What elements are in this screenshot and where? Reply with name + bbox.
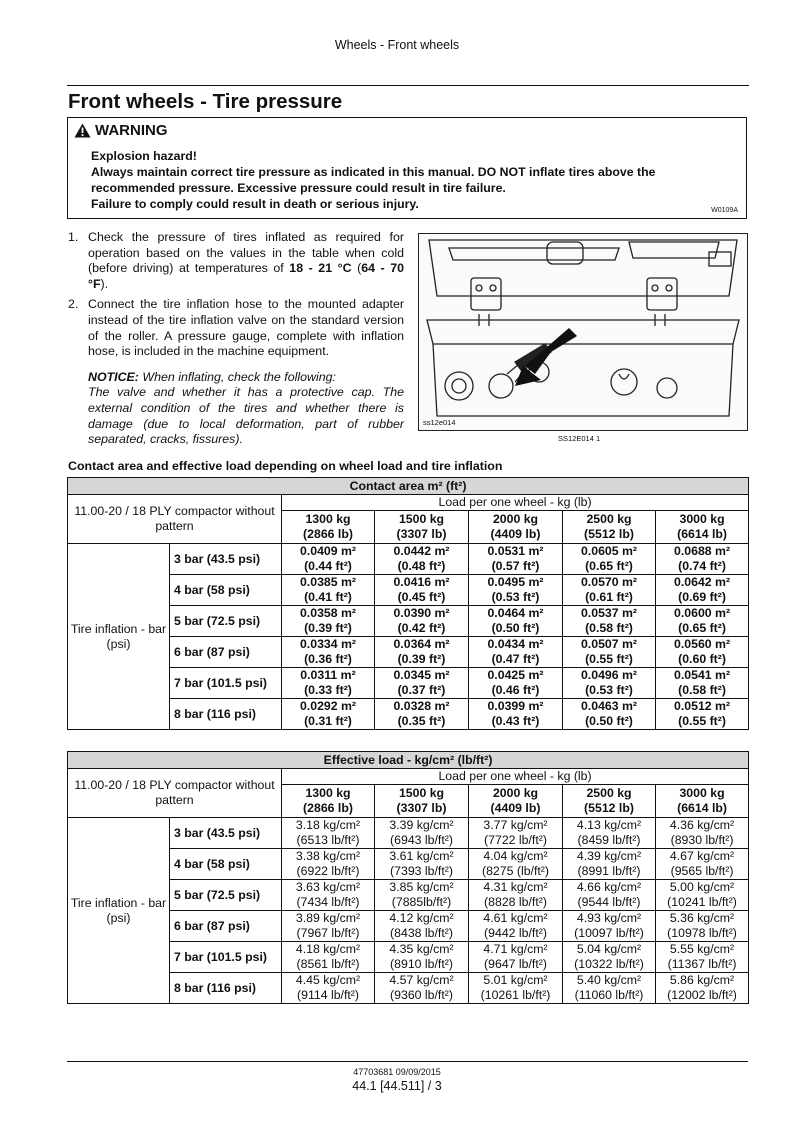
column-header	[282, 785, 375, 818]
table-cell	[282, 880, 375, 911]
cell-metric-value: 0.0292 m²	[299, 699, 357, 713]
cell-imperial-value: (8561 lb/ft²)	[296, 957, 360, 971]
cell-imperial-value: (8275 (lb/ft²)	[482, 864, 549, 878]
table-cell	[282, 699, 375, 730]
inflation-row-label: 5 bar (72.5 psi)	[170, 606, 282, 637]
table-cell	[563, 880, 656, 911]
table-cell	[563, 973, 656, 1004]
cell-metric-value: 4.13 kg/cm²	[576, 818, 642, 832]
table-cell	[469, 942, 563, 973]
warning-line-1: Explosion hazard!	[91, 149, 197, 163]
column-header	[469, 785, 563, 818]
table-row	[68, 942, 749, 973]
inflation-row-label: 4 bar (58 psi)	[170, 849, 282, 880]
footer-document-id: 47703681 09/09/2015	[353, 1067, 441, 1077]
cell-metric-value: 0.0605 m²	[580, 544, 638, 558]
column-header	[563, 785, 656, 818]
cell-imperial-value: (8991 lb/ft²)	[577, 864, 641, 878]
step-number: 1.	[68, 230, 79, 244]
cell-imperial-value: (8930 lb/ft²)	[670, 833, 734, 847]
notice	[88, 370, 404, 448]
tire-inflation-label: Tire inflation - bar (psi)	[68, 544, 170, 730]
table-cell	[656, 942, 749, 973]
table-cell	[375, 849, 469, 880]
table-section-title: Contact area and effective load depending on wheel load and tire inflation	[68, 459, 503, 473]
cell-metric-value: 0.0390 m²	[393, 606, 450, 620]
table-cell	[469, 544, 563, 575]
column-header	[656, 785, 749, 818]
notice-line-2: The valve and whether it has a protective cap. The external condition of the tires and whether there is damage (due to local deformation, part of rubber separated, cracks, fissures).	[88, 385, 404, 447]
cell-metric-value: 3.61 kg/cm²	[389, 849, 454, 863]
column-lb: (5512 lb)	[584, 527, 634, 541]
cell-metric-value: 0.0409 m²	[299, 544, 357, 558]
cell-imperial-value: (7393 lb/ft²)	[390, 864, 453, 878]
table-cell	[563, 544, 656, 575]
procedure-steps	[68, 230, 404, 448]
cell-metric-value: 0.0328 m²	[393, 699, 450, 713]
column-header	[282, 511, 375, 544]
column-kg: 1500 kg	[398, 786, 445, 800]
cell-metric-value: 3.39 kg/cm²	[389, 818, 454, 832]
table-cell	[563, 849, 656, 880]
cell-imperial-value: (0.39 ft²)	[304, 621, 352, 635]
cell-imperial-value: (9114 lb/ft²)	[297, 988, 359, 1002]
cell-imperial-value: (0.35 ft²)	[397, 714, 446, 728]
cell-imperial-value: (9565 lb/ft²)	[670, 864, 734, 878]
footer-page-reference: 44.1 [44.511] / 3	[352, 1079, 442, 1093]
inflation-row-label: 6 bar (87 psi)	[170, 911, 282, 942]
cell-metric-value: 0.0358 m²	[299, 606, 357, 620]
cell-metric-value: 5.04 kg/cm²	[576, 942, 642, 956]
column-kg: 3000 kg	[679, 512, 725, 526]
contact-area-table	[67, 477, 749, 730]
machine-drawing	[419, 234, 747, 430]
cell-imperial-value: (0.57 ft²)	[491, 559, 540, 573]
inflation-row-label: 3 bar (43.5 psi)	[170, 544, 282, 575]
table-row	[68, 880, 749, 911]
table-row	[68, 973, 749, 1004]
table-cell	[282, 849, 375, 880]
table-cell	[375, 606, 469, 637]
table-cell	[563, 575, 656, 606]
warning-line-3: Failure to comply could result in death or serious injury.	[91, 197, 419, 211]
column-lb: (6614 lb)	[677, 527, 727, 541]
temp-fahrenheit: 64 - 70 °F	[88, 261, 405, 291]
step-1	[68, 230, 404, 292]
table-cell	[282, 575, 375, 606]
warning-line-2: Always maintain correct tire pressure as indicated in this manual. DO NOT inflate tires above the recommended pressure. Excessive pressure could result in tire failure.	[91, 165, 656, 195]
cell-metric-value: 5.36 kg/cm²	[669, 911, 735, 925]
table-cell	[469, 818, 563, 849]
cell-metric-value: 0.0385 m²	[299, 575, 357, 589]
cell-imperial-value: (0.33 ft²)	[304, 683, 352, 697]
column-lb: (2866 lb)	[303, 801, 353, 815]
warning-triangle-icon	[74, 123, 91, 138]
column-lb: (4409 lb)	[490, 527, 541, 541]
table-cell	[656, 911, 749, 942]
table-cell	[282, 818, 375, 849]
table-cell	[563, 668, 656, 699]
table-corner-label: 11.00-20 / 18 PLY compactor without pattern	[68, 769, 282, 818]
cell-metric-value: 5.40 kg/cm²	[576, 973, 642, 987]
table-cell	[375, 699, 469, 730]
inflation-row-label: 4 bar (58 psi)	[170, 575, 282, 606]
table-cell	[656, 699, 749, 730]
cell-imperial-value: (0.47 ft²)	[491, 652, 540, 666]
cell-metric-value: 0.0512 m²	[674, 699, 731, 713]
cell-imperial-value: (0.37 ft²)	[397, 683, 446, 697]
table-band-title: Effective load - kg/cm² (lb/ft²)	[68, 752, 749, 769]
inflation-row-label: 7 bar (101.5 psi)	[170, 668, 282, 699]
column-header	[469, 511, 563, 544]
table-cell	[469, 606, 563, 637]
column-kg: 1300 kg	[305, 512, 351, 526]
cell-imperial-value: (9647 lb/ft²)	[484, 957, 547, 971]
table-cell	[563, 942, 656, 973]
step-text-part: ).	[100, 276, 109, 291]
step-text-part: Check the pressure of tires inflated as required for operation based on the values in the table when cold (before driving) at temperatures of	[88, 230, 404, 276]
table-cell	[656, 880, 749, 911]
cell-imperial-value: (7722 lb/ft²)	[484, 833, 547, 847]
step-text	[88, 230, 404, 292]
column-header	[656, 511, 749, 544]
cell-metric-value: 0.0399 m²	[487, 699, 544, 713]
cell-imperial-value: (7434 lb/ft²)	[296, 895, 360, 909]
cell-metric-value: 0.0531 m²	[487, 544, 544, 558]
cell-imperial-value: (0.58 ft²)	[678, 683, 726, 697]
cell-metric-value: 0.0311 m²	[300, 668, 356, 682]
title-rule	[67, 85, 749, 86]
table-cell	[375, 668, 469, 699]
cell-imperial-value: (10097 lb/ft²)	[574, 926, 644, 940]
cell-imperial-value: (6943 lb/ft²)	[390, 833, 453, 847]
footer-rule	[67, 1061, 748, 1062]
figure-inner-label: ss12e014	[423, 418, 456, 427]
table-cell	[282, 606, 375, 637]
cell-imperial-value: (0.53 ft²)	[491, 590, 540, 604]
cell-imperial-value: (7885lb/ft²)	[391, 895, 452, 909]
cell-imperial-value: (0.46 ft²)	[491, 683, 540, 697]
table-cell	[282, 637, 375, 668]
column-lb: (3307 lb)	[396, 801, 447, 815]
cell-metric-value: 0.0345 m²	[393, 668, 450, 682]
table-corner-label: 11.00-20 / 18 PLY compactor without pattern	[68, 495, 282, 544]
column-kg: 2500 kg	[586, 786, 632, 800]
cell-metric-value: 4.93 kg/cm²	[576, 911, 642, 925]
step-number: 2.	[68, 297, 79, 312]
cell-imperial-value: (0.50 ft²)	[491, 621, 540, 635]
cell-imperial-value: (0.44 ft²)	[304, 559, 352, 573]
cell-metric-value: 4.31 kg/cm²	[483, 880, 548, 894]
figure-caption: SS12E014 1	[558, 434, 601, 443]
cell-imperial-value: (6513 lb/ft²)	[296, 833, 360, 847]
column-lb: (4409 lb)	[490, 801, 541, 815]
load-header: Load per one wheel - kg (lb)	[282, 495, 749, 511]
cell-metric-value: 0.0570 m²	[580, 575, 638, 589]
cell-imperial-value: (0.48 ft²)	[397, 559, 446, 573]
cell-metric-value: 3.63 kg/cm²	[295, 880, 361, 894]
cell-metric-value: 0.0537 m²	[580, 606, 638, 620]
notice-label: NOTICE:	[88, 369, 139, 384]
cell-imperial-value: (12002 lb/ft²)	[667, 988, 737, 1002]
cell-metric-value: 3.85 kg/cm²	[389, 880, 454, 894]
cell-metric-value: 4.57 kg/cm²	[389, 973, 454, 987]
cell-imperial-value: (8459 lb/ft²)	[577, 833, 641, 847]
cell-imperial-value: (0.74 ft²)	[678, 559, 726, 573]
cell-imperial-value: (0.65 ft²)	[585, 559, 633, 573]
cell-imperial-value: (0.55 ft²)	[585, 652, 633, 666]
cell-imperial-value: (0.55 ft²)	[678, 714, 726, 728]
cell-imperial-value: (9442 lb/ft²)	[484, 926, 547, 940]
cell-metric-value: 4.39 kg/cm²	[576, 849, 642, 863]
cell-metric-value: 5.86 kg/cm²	[669, 973, 735, 987]
cell-metric-value: 4.67 kg/cm²	[669, 849, 735, 863]
table-cell	[282, 911, 375, 942]
column-header	[563, 511, 656, 544]
cell-metric-value: 4.12 kg/cm²	[389, 911, 454, 925]
cell-metric-value: 0.0496 m²	[580, 668, 638, 682]
table-cell	[469, 849, 563, 880]
cell-imperial-value: (0.43 ft²)	[491, 714, 540, 728]
table-cell	[375, 942, 469, 973]
cell-metric-value: 4.36 kg/cm²	[669, 818, 735, 832]
cell-metric-value: 4.71 kg/cm²	[483, 942, 548, 956]
cell-metric-value: 4.04 kg/cm²	[483, 849, 548, 863]
table-cell	[469, 637, 563, 668]
table-cell	[656, 544, 749, 575]
cell-imperial-value: (0.58 ft²)	[585, 621, 633, 635]
cell-metric-value: 5.00 kg/cm²	[669, 880, 735, 894]
column-kg: 1300 kg	[305, 786, 351, 800]
cell-metric-value: 0.0416 m²	[393, 575, 450, 589]
table-cell	[375, 544, 469, 575]
cell-imperial-value: (11060 lb/ft²)	[574, 988, 644, 1002]
step-text-part: (	[351, 261, 362, 276]
column-kg: 2000 kg	[492, 512, 539, 526]
notice-line-1: When inflating, check the following:	[138, 369, 336, 384]
cell-metric-value: 4.61 kg/cm²	[483, 911, 548, 925]
cell-metric-value: 0.0425 m²	[487, 668, 544, 682]
cell-metric-value: 0.0364 m²	[393, 637, 450, 651]
load-header: Load per one wheel - kg (lb)	[282, 769, 749, 785]
cell-imperial-value: (9360 lb/ft²)	[390, 988, 453, 1002]
cell-imperial-value: (0.60 ft²)	[678, 652, 726, 666]
cell-metric-value: 4.18 kg/cm²	[295, 942, 361, 956]
cell-imperial-value: (7967 lb/ft²)	[296, 926, 360, 940]
column-lb: (3307 lb)	[396, 527, 447, 541]
cell-metric-value: 0.0541 m²	[674, 668, 731, 682]
inflation-row-label: 6 bar (87 psi)	[170, 637, 282, 668]
table-cell	[282, 942, 375, 973]
cell-imperial-value: (0.41 ft²)	[304, 590, 352, 604]
column-header	[375, 511, 469, 544]
step-2	[68, 297, 404, 359]
table-cell	[656, 637, 749, 668]
table-row	[68, 606, 749, 637]
column-lb: (6614 lb)	[677, 801, 727, 815]
table-cell	[563, 637, 656, 668]
cell-metric-value: 3.89 kg/cm²	[295, 911, 361, 925]
table-cell	[469, 973, 563, 1004]
table-cell	[563, 699, 656, 730]
column-lb: (2866 lb)	[303, 527, 353, 541]
cell-metric-value: 4.35 kg/cm²	[389, 942, 454, 956]
warning-box	[67, 117, 747, 219]
warning-code: W0109A	[711, 207, 738, 214]
inflation-row-label: 5 bar (72.5 psi)	[170, 880, 282, 911]
cell-metric-value: 0.0463 m²	[580, 699, 638, 713]
column-header	[375, 785, 469, 818]
cell-imperial-value: (10241 lb/ft²)	[667, 895, 737, 909]
cell-imperial-value: (0.65 ft²)	[678, 621, 726, 635]
cell-imperial-value: (0.31 ft²)	[304, 714, 352, 728]
table-cell	[375, 818, 469, 849]
table-cell	[563, 818, 656, 849]
cell-imperial-value: (10978 lb/ft²)	[667, 926, 737, 940]
column-kg: 1500 kg	[398, 512, 445, 526]
cell-imperial-value: (11367 lb/ft²)	[667, 957, 737, 971]
cell-imperial-value: (0.36 ft²)	[304, 652, 352, 666]
cell-metric-value: 4.45 kg/cm²	[295, 973, 361, 987]
step-text: Connect the tire inflation hose to the mounted adapter instead of the tire inflation valve on the standard version of the roller. A pressure gauge, complete with inflation hose, is included in the machine equipment.	[88, 297, 404, 359]
running-header: Wheels - Front wheels	[334, 38, 460, 52]
table-cell	[469, 699, 563, 730]
table-row	[68, 849, 749, 880]
cell-imperial-value: (9544 lb/ft²)	[577, 895, 641, 909]
cell-metric-value: 0.0688 m²	[674, 544, 731, 558]
column-lb: (5512 lb)	[584, 801, 634, 815]
temp-celsius: 18 - 21 °C	[289, 261, 352, 276]
warning-label: WARNING	[95, 122, 168, 139]
table-row	[68, 668, 749, 699]
warning-heading	[74, 122, 168, 139]
table-cell	[375, 973, 469, 1004]
table-cell	[282, 973, 375, 1004]
table-cell	[656, 849, 749, 880]
cell-imperial-value: (8910 lb/ft²)	[390, 957, 453, 971]
cell-metric-value: 0.0464 m²	[487, 606, 544, 620]
cell-imperial-value: (10261 lb/ft²)	[480, 988, 551, 1002]
table-cell	[375, 637, 469, 668]
cell-metric-value: 5.01 kg/cm²	[483, 973, 548, 987]
table-cell	[656, 668, 749, 699]
cell-metric-value: 0.0642 m²	[674, 575, 731, 589]
table-cell	[563, 911, 656, 942]
table-row	[68, 575, 749, 606]
table-cell	[469, 911, 563, 942]
table-row	[68, 818, 749, 849]
table-cell	[563, 606, 656, 637]
table-cell	[469, 668, 563, 699]
inflation-row-label: 8 bar (116 psi)	[170, 699, 282, 730]
table-cell	[375, 880, 469, 911]
cell-metric-value: 0.0434 m²	[487, 637, 544, 651]
adapter-illustration	[418, 233, 748, 431]
cell-metric-value: 3.77 kg/cm²	[483, 818, 548, 832]
cell-imperial-value: (0.50 ft²)	[585, 714, 633, 728]
cell-metric-value: 0.0334 m²	[299, 637, 357, 651]
cell-metric-value: 0.0560 m²	[674, 637, 731, 651]
cell-imperial-value: (0.69 ft²)	[678, 590, 726, 604]
cell-imperial-value: (0.53 ft²)	[585, 683, 633, 697]
cell-metric-value: 3.18 kg/cm²	[295, 818, 361, 832]
table-cell	[375, 575, 469, 606]
column-kg: 3000 kg	[679, 786, 725, 800]
cell-imperial-value: (6922 lb/ft²)	[296, 864, 360, 878]
table-band-title: Contact area m² (ft²)	[68, 478, 749, 495]
table-row	[68, 637, 749, 668]
inflation-row-label: 3 bar (43.5 psi)	[170, 818, 282, 849]
cell-metric-value: 0.0495 m²	[487, 575, 544, 589]
table-cell	[656, 818, 749, 849]
cell-imperial-value: (0.45 ft²)	[397, 590, 446, 604]
inflation-row-label: 8 bar (116 psi)	[170, 973, 282, 1004]
cell-metric-value: 0.0600 m²	[674, 606, 731, 620]
table-row	[68, 911, 749, 942]
cell-imperial-value: (0.61 ft²)	[585, 590, 633, 604]
column-kg: 2500 kg	[586, 512, 632, 526]
effective-load-table	[67, 751, 749, 1004]
cell-metric-value: 0.0442 m²	[393, 544, 450, 558]
cell-imperial-value: (0.42 ft²)	[397, 621, 446, 635]
table-cell	[656, 575, 749, 606]
table-cell	[282, 544, 375, 575]
inflation-row-label: 7 bar (101.5 psi)	[170, 942, 282, 973]
tire-inflation-label: Tire inflation - bar (psi)	[68, 818, 170, 1004]
cell-imperial-value: (8438 lb/ft²)	[390, 926, 453, 940]
cell-metric-value: 5.55 kg/cm²	[669, 942, 735, 956]
warning-body	[91, 148, 728, 212]
table-row	[68, 544, 749, 575]
column-kg: 2000 kg	[492, 786, 539, 800]
table-cell	[282, 668, 375, 699]
cell-metric-value: 3.38 kg/cm²	[295, 849, 361, 863]
table-cell	[656, 606, 749, 637]
cell-metric-value: 4.66 kg/cm²	[576, 880, 642, 894]
cell-imperial-value: (0.39 ft²)	[397, 652, 446, 666]
table-cell	[469, 575, 563, 606]
cell-metric-value: 0.0507 m²	[580, 637, 638, 651]
table-cell	[375, 911, 469, 942]
table-cell	[469, 880, 563, 911]
table-row	[68, 699, 749, 730]
cell-imperial-value: (8828 lb/ft²)	[484, 895, 547, 909]
table-cell	[656, 973, 749, 1004]
cell-imperial-value: (10322 lb/ft²)	[574, 957, 644, 971]
page-title: Front wheels - Tire pressure	[68, 90, 343, 113]
